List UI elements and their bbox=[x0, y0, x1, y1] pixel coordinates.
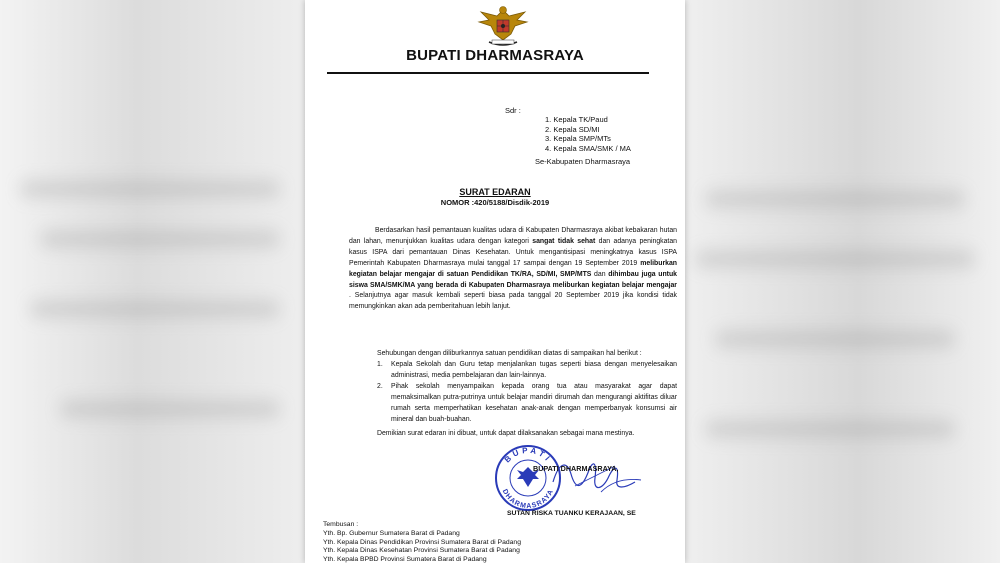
cc-item: Yth. Kepala Dinas Pendidikan Provinsi Sumatera Barat di Padang bbox=[323, 538, 521, 546]
recipient-item: 3. Kepala SMP/MTs bbox=[545, 134, 611, 143]
body-text-bold: meliburkan kegiatan belajar mengajar di satuan Pendidikan TK/RA, SD/MI, SMP/MTS bbox=[349, 259, 677, 278]
svg-text:DHARMASRAYA: DHARMASRAYA bbox=[500, 488, 556, 511]
list-item bbox=[377, 382, 677, 426]
document-number: NOMOR :420/5188/Disdik-2019 bbox=[440, 198, 550, 207]
signatory-name: SUTAN RISKA TUANKU KERAJAAN, SE bbox=[507, 510, 636, 517]
body-text: dan adanya peningkatan kasus ISPA dari pemantauan Dinas Kesehatan. Untuk mengantisipasi meningkatnya kasus ISPA Pemerintah Kabupaten Dharmasraya mulai tanggal 17 sampai dengan 19 September 2019 bbox=[349, 237, 678, 267]
blurred-background-right bbox=[685, 0, 1000, 563]
body-text-bold: sangat tidak sehat bbox=[532, 237, 596, 245]
points-intro: Sehubungan dengan diliburkannya satuan pendidikan diatas di sampaikan hal berikut : bbox=[377, 350, 642, 357]
recipient-item: 1. Kepala TK/Paud bbox=[545, 115, 608, 124]
cc-item: Yth. Bp. Gubernur Sumatera Barat di Padang bbox=[323, 530, 460, 537]
letter-page bbox=[305, 0, 685, 563]
signatory-title: BUPATI DHARMASRAYA, bbox=[533, 464, 619, 473]
body-text: . Selanjutnya agar masuk kembali seperti biasa pada tanggal 20 September 2019 jika kondisi tidak memungkinkan akan ada pemberitahuan lebih lanjut. bbox=[349, 292, 677, 311]
document-title: SURAT EDARAN bbox=[459, 187, 531, 197]
addressee-region: Se-Kabupaten Dharmasraya bbox=[535, 157, 631, 166]
list-item-text: Kepala Sekolah dan Guru tetap menjalankan tugas seperti biasa dengan menyelesaikan administrasi, media pembelajaran dan lain-lainnya. bbox=[391, 361, 677, 379]
cc-list bbox=[323, 530, 521, 563]
list-item-text: Pihak sekolah menyampaikan kepada orang tua atau masyarakat agar dapat memaksimalkan putra-putrinya untuk belajar mandiri dirumah dan mengurangi aktifitas diluar rumah serta memperhatikan kesehatan anak-anak dengan memperbanyak konsumsi air mineral dan buah-buahan. bbox=[391, 382, 677, 423]
addressee-label: Sdr : bbox=[505, 106, 521, 115]
handwritten-signature bbox=[545, 452, 645, 502]
cc-label: Tembusan : bbox=[323, 521, 359, 528]
body-text: Berdasarkan hasil pemantauan kualitas udara di Kabupaten Dharmasraya akibat kebakaran hutan dan lahan, menunjukkan kualitas udara dengan kategori bbox=[349, 227, 677, 245]
recipient-list bbox=[545, 115, 631, 153]
letterhead-divider bbox=[327, 72, 649, 74]
cc-item: Yth. Kepala Dinas Kesehatan Provinsi Sumatera Barat di Padang bbox=[323, 547, 520, 555]
blurred-background-left bbox=[0, 0, 305, 563]
body-text-bold: dihimbau juga untuk siswa SMA/SMK/MA yang berada di Kabupaten Dharmasraya meliburkan kegiatan belajar mengajar bbox=[349, 270, 678, 289]
garuda-crest-icon bbox=[475, 4, 531, 48]
closing-statement: Demikian surat edaran ini dibuat, untuk dapat dilaksanakan sebagai mana mestinya. bbox=[377, 430, 635, 437]
cc-item: Yth. Kepala BPBD Provinsi Sumatera Barat di Padang bbox=[323, 555, 487, 563]
body-text: dan bbox=[591, 270, 609, 278]
letterhead-title: BUPATI DHARMASRAYA bbox=[406, 47, 584, 64]
list-item-number: 1. bbox=[377, 361, 383, 368]
list-item-number: 2. bbox=[377, 382, 383, 390]
recipient-item: 2. Kepala SD/MI bbox=[545, 124, 600, 134]
recipient-item: 4. Kepala SMA/SMK / MA bbox=[545, 143, 631, 153]
body-paragraph bbox=[349, 226, 677, 313]
list-item bbox=[377, 360, 677, 382]
points-list bbox=[377, 360, 677, 425]
svg-text:BUPATI: BUPATI bbox=[502, 445, 554, 465]
